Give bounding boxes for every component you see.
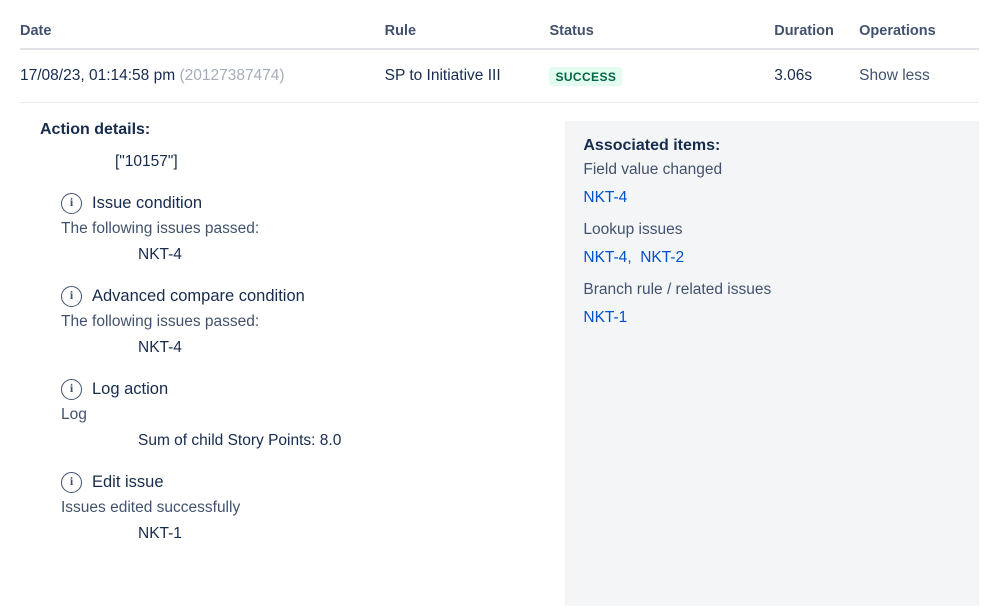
action-header <box>20 379 543 400</box>
action-subtitle: The following issues passed: <box>61 220 260 237</box>
row-date-cell <box>20 67 385 85</box>
associated-group-label: Field value changed <box>583 161 723 178</box>
status-badge: SUCCESS <box>549 67 622 86</box>
action-details-panel <box>20 121 543 606</box>
link-separator: , <box>627 249 641 266</box>
action-header <box>20 193 543 214</box>
row-status-cell <box>549 67 774 86</box>
action-detail-value: NKT-4 <box>138 339 182 356</box>
action-detail-value: Sum of child Story Points: 8.0 <box>138 432 342 449</box>
action-name: Edit issue <box>92 473 164 491</box>
associated-group-links <box>583 309 961 327</box>
action-name: Issue condition <box>92 194 203 212</box>
issue-link[interactable]: NKT-4 <box>583 189 628 206</box>
action-item <box>20 286 543 357</box>
column-header-rule: Rule <box>384 23 417 39</box>
action-name: Log action <box>92 380 169 398</box>
column-header-status: Status <box>549 23 594 39</box>
row-operations-cell <box>859 67 979 85</box>
action-subtitle: Log <box>61 406 87 423</box>
expanded-detail-area <box>20 103 979 606</box>
column-header-operations: Operations <box>859 23 936 39</box>
action-header <box>20 472 543 493</box>
associated-items-panel <box>565 121 979 606</box>
associated-items-title: Associated items: <box>583 137 721 154</box>
action-item <box>20 379 543 450</box>
action-item <box>20 193 543 264</box>
row-duration: 3.06s <box>774 67 813 84</box>
action-details-title: Action details: <box>40 121 151 138</box>
action-header <box>20 286 543 307</box>
issue-link[interactable]: NKT-4 <box>583 249 628 266</box>
table-header-row <box>20 0 979 50</box>
info-icon: i <box>61 472 82 493</box>
associated-group-label: Branch rule / related issues <box>583 281 772 298</box>
associated-group-label: Lookup issues <box>583 221 683 238</box>
issue-link[interactable]: NKT-2 <box>640 249 685 266</box>
info-icon: i <box>61 286 82 307</box>
info-icon: i <box>61 379 82 400</box>
table-row <box>20 50 979 103</box>
action-details-top-value: ["10157"] <box>115 153 178 170</box>
associated-group-links <box>583 249 961 267</box>
action-detail-value: NKT-1 <box>138 525 182 542</box>
action-detail-value: NKT-4 <box>138 246 182 263</box>
associated-group-links <box>583 189 961 207</box>
column-header-date: Date <box>20 23 52 39</box>
action-subtitle: The following issues passed: <box>61 313 260 330</box>
row-rule-name: SP to Initiative III <box>384 67 501 84</box>
info-icon: i <box>61 193 82 214</box>
action-subtitle: Issues edited successfully <box>61 499 241 516</box>
column-header-duration: Duration <box>774 23 834 39</box>
action-item <box>20 472 543 543</box>
show-less-button[interactable]: Show less <box>859 67 930 84</box>
row-date: 17/08/23, 01:14:58 pm <box>20 67 176 84</box>
action-name: Advanced compare condition <box>92 287 305 305</box>
row-execution-id: (20127387474) <box>179 67 285 84</box>
issue-link[interactable]: NKT-1 <box>583 309 628 326</box>
